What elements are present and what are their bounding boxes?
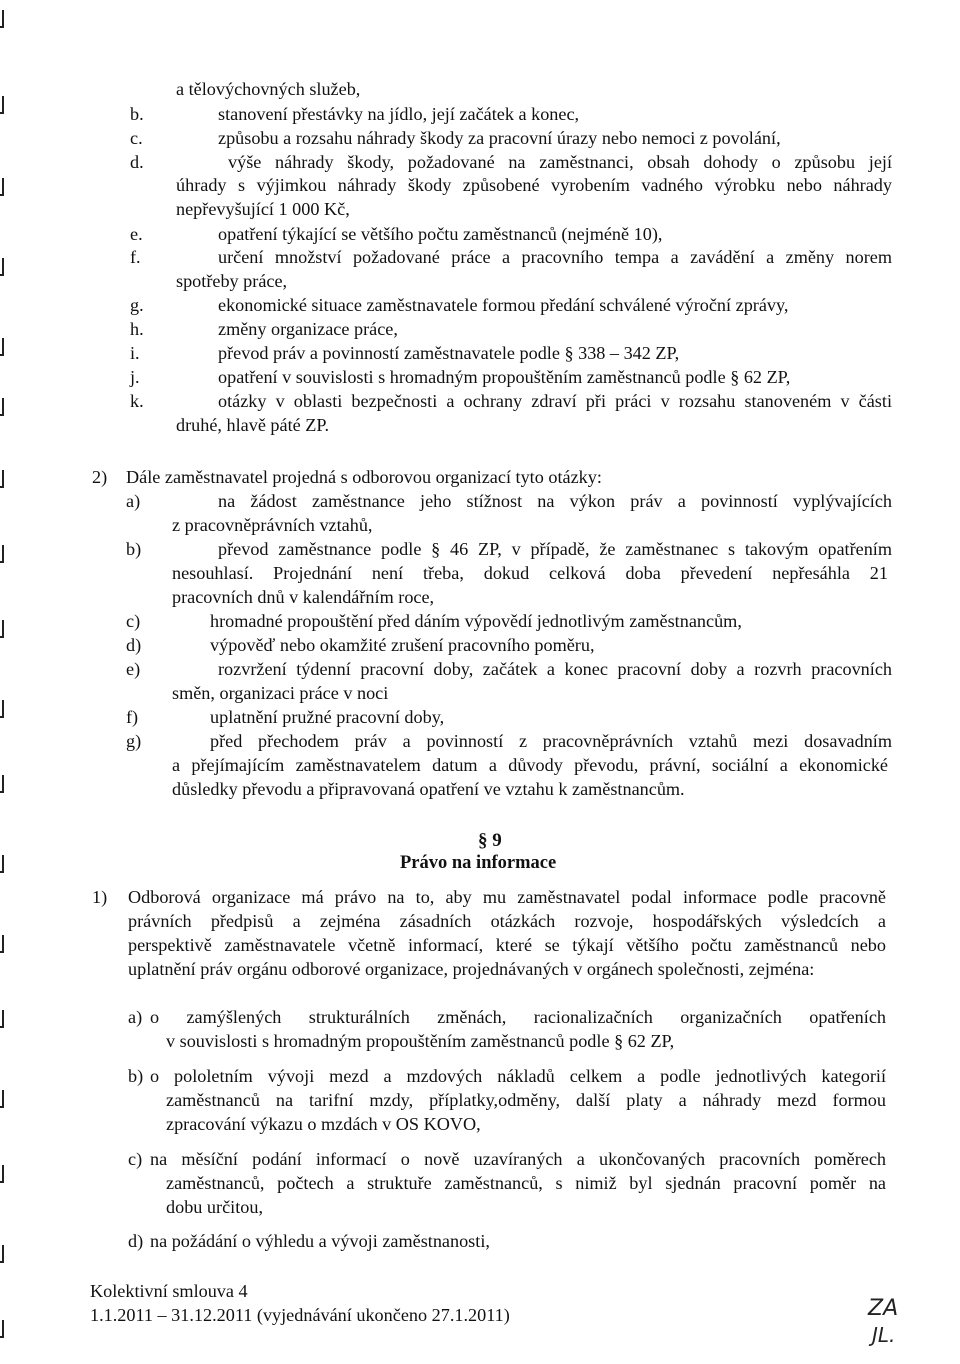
list-item: o zamýšlených strukturálních změnách, racionalizačních organizačních opatřeních <box>150 1007 886 1027</box>
list-marker: g) <box>126 731 142 751</box>
paragraph-line: právních předpisů a zejména zásadních otázkách rozvoje, hospodářských výsledcích a <box>128 911 886 931</box>
list-item: rozvržení týdenní pracovní doby, začátek a konec pracovní doby a rozvrh pracovních <box>218 659 892 679</box>
section-number: 1) <box>92 887 108 907</box>
list-item: určení množství požadované práce a pracovního tempa a zavádění a změny norem <box>218 247 892 267</box>
list-item: změny organizace práce, <box>218 319 398 339</box>
list-marker: b. <box>130 104 144 124</box>
list-item-cont: nepřevyšující 1 000 Kč, <box>176 199 350 219</box>
list-item: otázky v oblasti bezpečnosti a ochrany zdraví při práci v rozsahu stanoveném v části <box>218 391 892 411</box>
list-item: na měsíční podání informací o nově uzavíraných a ukončovaných pracovních poměrech <box>150 1149 886 1169</box>
list-item-cont: z pracovněprávních vztahů, <box>172 515 373 535</box>
list-item-cont: úhrady s výjimkou náhrady škody způsobené vyrobením vadného výrobku nebo náhrady <box>176 175 892 195</box>
list-item-cont: zaměstnanců, počtech a struktuře zaměstnanců, s nimiž byl sjednán pracovní poměr na <box>166 1173 886 1193</box>
list-item: převod zaměstnance podle § 46 ZP, v případě, že zaměstnanec s takovým opatřením <box>218 539 892 559</box>
list-item: na žádost zaměstnance jeho stížnost na výkon práv a povinností vyplývajících <box>218 491 892 511</box>
handwritten-initials-bottom: JL. <box>872 1323 896 1347</box>
list-marker: c) <box>126 611 141 631</box>
list-item-cont: a přejímajícím zaměstnavatelem datum a důvody převodu, právní, sociální a ekonomické <box>172 755 888 775</box>
list-marker: f. <box>130 247 141 267</box>
list-item-cont: směn, organizaci práce v noci <box>172 683 389 703</box>
list-item: výše náhrady škody, požadované na zaměstnanci, obsah dohody o způsobu její <box>228 152 892 172</box>
list-marker: e. <box>130 224 143 244</box>
list-marker: b) <box>128 1066 144 1086</box>
list-intro: a tělovýchovných služeb, <box>176 79 361 99</box>
list-marker: d) <box>126 635 142 655</box>
list-item: ekonomické situace zaměstnavatele formou předání schválené výroční zprávy, <box>218 295 789 315</box>
list-marker: h. <box>130 319 144 339</box>
paragraph-line: perspektivě zaměstnavatele včetně informací, které se týkají většího počtu zaměstnanců nebo <box>128 935 886 955</box>
list-marker: a) <box>128 1007 143 1027</box>
list-item: opatření v souvislosti s hromadným propouštěním zaměstnanců podle § 62 ZP, <box>218 367 791 387</box>
list-item: převod práv a povinností zaměstnavatele podle § 338 – 342 ZP, <box>218 343 680 363</box>
list-marker: e) <box>126 659 141 679</box>
section-intro: Dále zaměstnavatel projedná s odborovou organizací tyto otázky: <box>126 467 602 487</box>
footer-dates: 1.1.2011 – 31.12.2011 (vyjednávání ukončeno 27.1.2011) <box>90 1305 510 1325</box>
list-marker: j. <box>130 367 140 387</box>
list-item: opatření týkající se většího počtu zaměstnanců (nejméně 10), <box>218 224 663 244</box>
section-symbol: § 9 <box>478 830 502 851</box>
handwritten-initials-top: ZA <box>868 1296 899 1321</box>
list-item-cont: dobu určitou, <box>166 1197 263 1217</box>
paragraph-line: Odborová organizace má právo na to, aby mu zaměstnavatel podal informace podle pracovně <box>128 887 886 907</box>
list-item-cont: spotřeby práce, <box>176 271 288 291</box>
list-item: uplatnění pružné pracovní doby, <box>210 707 445 727</box>
list-item: způsobu a rozsahu náhrady škody za pracovní úrazy nebo nemoci z povolání, <box>218 128 781 148</box>
list-marker: a) <box>126 491 141 511</box>
list-item: před přechodem práv a povinností z pracovněprávních vztahů mezi dosavadním <box>210 731 892 751</box>
list-marker: i. <box>130 343 140 363</box>
list-item-cont: pracovních dnů v kalendářním roce, <box>172 587 435 607</box>
list-marker: d. <box>130 152 144 172</box>
list-item: na požádání o výhledu a vývoji zaměstnanosti, <box>150 1231 490 1251</box>
list-item-cont: druhé, hlavě páté ZP. <box>176 415 330 435</box>
section-heading: Právo na informace <box>400 853 557 873</box>
list-item: hromadné propouštění před dáním výpovědí jednotlivým zaměstnancům, <box>210 611 742 631</box>
list-item: stanovení přestávky na jídlo, její začátek a konec, <box>218 104 580 124</box>
paragraph-line: uplatnění práv orgánu odborové organizace, projednávaných v orgánech společnosti, zejména: <box>128 959 815 979</box>
list-item-cont: zaměstnanců na tarifní mzdy, příplatky,odměny, další platy a náhrady mezd formou <box>166 1090 886 1110</box>
list-item: o pololetním vývoji mezd a mzdových nákladů celkem a podle jednotlivých kategorií <box>150 1066 886 1086</box>
list-item: výpověď nebo okamžité zrušení pracovního poměru, <box>210 635 595 655</box>
list-marker: d) <box>128 1231 144 1251</box>
list-marker: b) <box>126 539 142 559</box>
list-item-cont: v souvislosti s hromadným propouštěním zaměstnanců podle § 62 ZP, <box>166 1031 675 1051</box>
list-marker: g. <box>130 295 144 315</box>
list-marker: f) <box>126 707 139 727</box>
list-item-cont: důsledky převodu a připravovaná opatření ve vztahu k zaměstnancům. <box>172 779 685 799</box>
list-item-cont: nesouhlasí. Projednání není třeba, dokud celková doba převedení nepřesáhla 21 <box>172 563 888 583</box>
list-item-cont: zpracování výkazu o mzdách v OS KOVO, <box>166 1114 481 1134</box>
list-marker: c) <box>128 1149 143 1169</box>
list-marker: c. <box>130 128 143 148</box>
list-marker: k. <box>130 391 144 411</box>
footer-title: Kolektivní smlouva 4 <box>90 1281 248 1301</box>
section-number: 2) <box>92 467 108 487</box>
